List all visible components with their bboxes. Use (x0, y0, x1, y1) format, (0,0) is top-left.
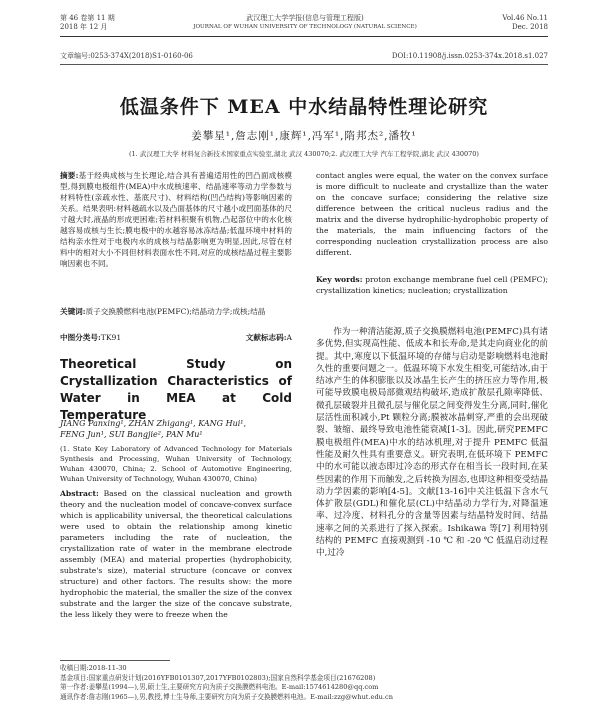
doc-code-value: A (286, 333, 292, 342)
article-number: 文章编号:0253-374X(2018)S1-0160-06 (60, 52, 193, 60)
header-left (60, 14, 115, 32)
header-vol-en: Vol.46 No.11 (502, 14, 548, 22)
footnote-rule (60, 660, 170, 661)
english-title: Theoretical Study on Crystallization Characteristics of Water in MEA at Cold Temperature (60, 357, 292, 422)
footnotes (60, 664, 548, 702)
doi[interactable]: DOI:10.11908/j.issn.0253-374x.2018.s1.027 (391, 52, 548, 60)
footnote-funding: 基金项目:国家重点研发计划(2016YFB0101307,2017YFB0102803);国家自然科学基金项目(21676208) (60, 673, 376, 682)
footnote-received: 收稿日期:2018-11-30 (60, 664, 127, 672)
paper-title: 低温条件下 MEA 中水结晶特性理论研究 (119, 96, 489, 118)
author-list: 姜攀星¹,詹志刚¹,康辉¹,冯军¹,隋邦杰²,潘牧¹ (191, 130, 417, 142)
clc-label: 中图分类号: (60, 333, 101, 342)
english-authors (60, 418, 292, 440)
header-date-en: Dec. 2018 (512, 23, 548, 31)
header-right (502, 14, 548, 32)
keywords-cn (60, 306, 292, 317)
keywords-en-text: proton exchange membrane fuel cell (PEMFC); crystallization kinetics; nucleation; crystallization (316, 275, 549, 295)
classification-row (60, 332, 292, 343)
keywords-cn-text: 质子交换膜燃料电池(PEMFC);结晶动力学;成核;结晶 (85, 307, 266, 316)
clc-value: TK91 (100, 333, 122, 342)
abstract-cn-text: 基于经典成核与生长理论,结合具有普遍适用性的凹凸面成核模型,得到膜电极组件(MEA)中水成核速率、结晶速率等动力学参数与材料特性(亲疏水性、基底尺寸)、材料结构(凹凸结构)等影响因素的关系。结果表明:材料越疏水以及凸面基体的尺寸越小或凹面基体的尺寸越大时,液晶的形成更困难;若材料积聚有机物,凸起部位中的水化核越容易成核与生长;膜电极中的水越容易冰冻结晶;低温环境中材料的结构亲水性对于电极内水的成核与结晶影响更为明显,因此,尽管在材料中的相对大小不同但材料表面水性不同,对应的成核结晶过程主要影响因素也不同。 (60, 171, 292, 268)
keywords-en-label: Key words: (316, 275, 363, 284)
abstract-cn-label: 摘要: (60, 171, 79, 180)
abstract-cn (60, 170, 292, 269)
english-authors-line1: JIANG Panxing¹, ZHAN Zhigang¹, KANG Hui¹, (60, 419, 247, 428)
abstract-en-continued: contact angles were equal, the water on the convex surface is more difficult to nucleate and crystallize than the water on the concave surface; considering the relative size difference between the critical nucleus radius and the matrix and the diverse hydrophilic-hydrophobic property of the materials, the main influencing factors of the corresponding nucleation crystallization process are also different. (316, 171, 548, 257)
english-affiliation: (1. State Key Laboratory of Advanced Technology for Materials Synthesis and Processing, Wuhan University of Technology, Wuhan 430070, China; 2. School of Automotive Engineering, Wuhan University of Technology, Wuhan 430070, China) (60, 445, 292, 483)
doc-code-label: 文献标志码: (245, 333, 287, 342)
abstract-en-label: Abstract: (60, 489, 99, 498)
header-date: 2018 年 12 月 (60, 23, 108, 31)
keywords-en (316, 274, 548, 296)
english-authors-line2: FENG Jun¹, SUI Bangjie², PAN Mu¹ (60, 430, 203, 439)
journal-name-cn: 武汉理工大学学报(信息与管理工程版) (246, 14, 364, 22)
header-center (160, 14, 450, 32)
header-rule (60, 36, 548, 37)
abstract-en-text: Based on the classical nucleation and growth theory and the nucleation model of concave-convex surface which is applicability universal, the theoretical calculations were used to obtain the relationship among kinetic parameters including the rate of nucleation, the crystallization rate of water in the membrane electrode assembly (MEA) and material properties (hydrophobicity, substrate's size), material structure (concave or convex structure) and other factors. The results show: the more hydrophobic the material, the smaller the size of the convex substrate and the larger the size of the concave substrate, the less likely they were to freeze when the (60, 489, 293, 619)
abstract-en (60, 488, 292, 620)
footnote-corresponding-author: 通讯作者:詹志刚(1965—),男,教授,博士生导师,主要研究方向为质子交换膜燃料电池。E-mail:zzg@whut.edu.cn (60, 692, 393, 701)
intro-paragraph: 作为一种清洁能源,质子交换膜燃料电池(PEMFC)具有诸多优势,但实现高性能、低成本和长寿命,是其走向商业化的前提。其中,寒度以下低温环境的存储与启动是影响燃料电池耐久性的重要问题之一。低温环境下水发生相变,可能结冰,由于结冰产生的体积膨胀以及冰晶生长产生的挤压应力等作用,极可能导致膜电极局部微观结构破坏,造成扩散层孔隙率降低、微孔层破裂并且微孔层与催化层之间变得发生分离,同时,催化层活性面积减小,Pt 颗粒分离;膜被冰晶刺穿,严重的会出现破裂、皱缩、最终导致电池性能衰减[1-3]。因此,研究PEMFC 膜电极组件(MEA)中水的结冰机理,对于提升 PEMFC 低温性能及耐久性具有重要意义。研究表明,在低环境下 PEMFC 中的水可能以液态即过冷态的形式存在相当长一段时间,在某些因素的作用下而触发,之后转换为固态,也即这种相变受结晶动力学因素的影响[4-5]。文献[13-16]中关注低温下含水气体扩散层(GDL)和催化层(CL)中结晶动力学行为,对降温速率、过冷度、材料孔分的含量等因素与结晶特发时间、结晶速率之间的关系进行了探入探索。Ishikawa 等[7] 利用特别结构的 PEMFC 直接观测到 -10 ℃ 和 -20 ℃ 低温启动过程中,过冷 (316, 327, 548, 559)
affiliation: (1. 武汉理工大学 材料复合新技术国家重点实验室,湖北 武汉 430070;2. 武汉理工大学 汽车工程学院,湖北 武汉 430070) (129, 150, 479, 158)
meta-rule (60, 64, 548, 65)
footnote-first-author: 第一作者:姜攀星(1994—),男,硕士生,主要研究方向为质子交换膜燃料电池。E-mail:1574614280@qq.com (60, 683, 379, 692)
journal-name-en: JOURNAL OF WUHAN UNIVERSITY OF TECHNOLOGY (NATURAL SCIENCE) (193, 24, 417, 30)
header-volume: 第 46 卷第 11 期 (60, 14, 115, 22)
keywords-cn-label: 关键词: (60, 307, 86, 316)
